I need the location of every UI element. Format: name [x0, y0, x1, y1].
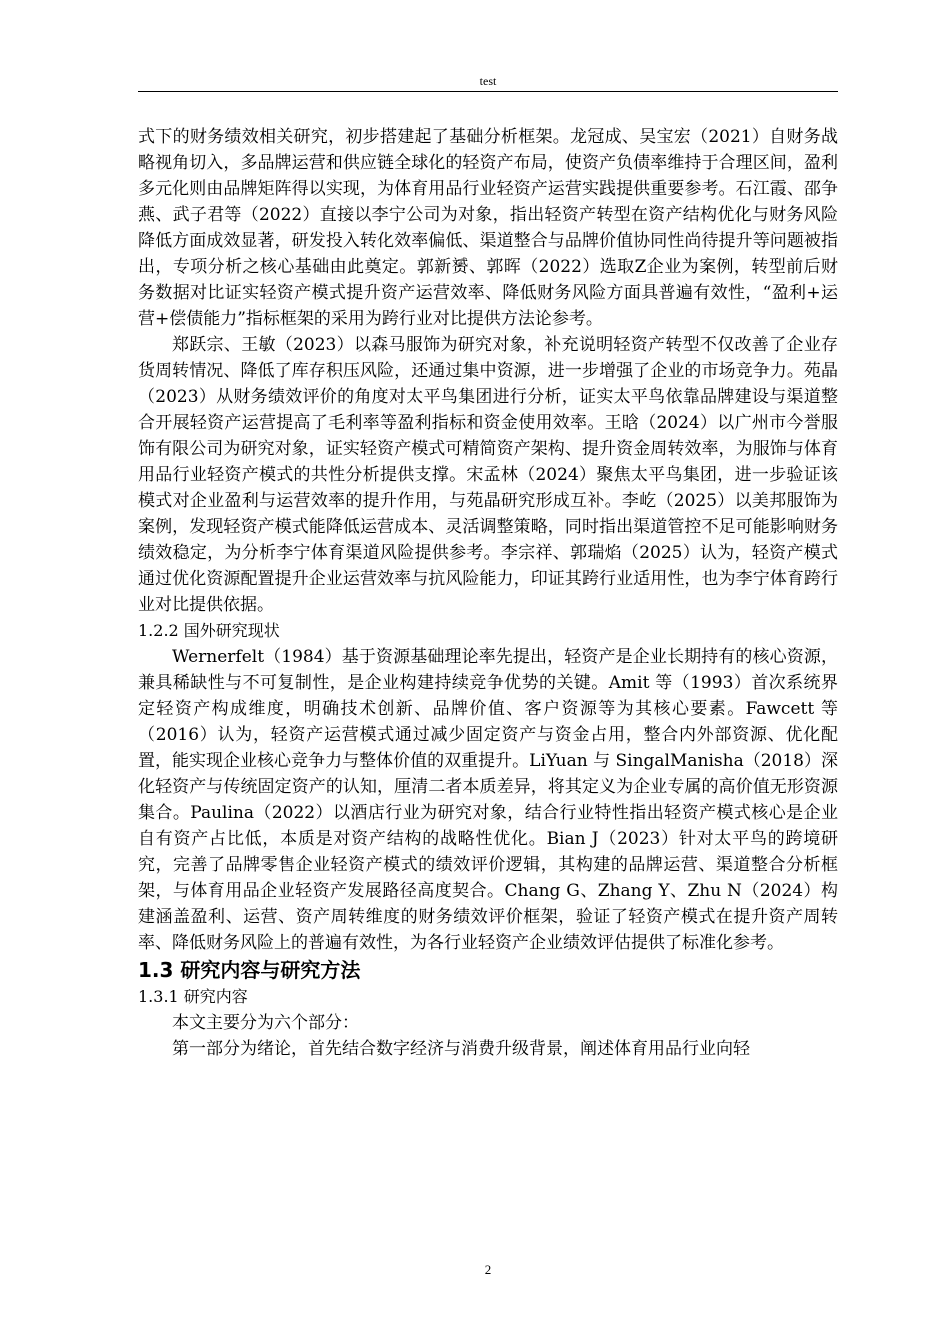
section-heading-1-2-2: 1.2.2 国外研究现状 — [138, 621, 280, 640]
section-heading-1-3: 1.3 研究内容与研究方法 — [138, 958, 361, 982]
page-number: 2 — [484, 1262, 492, 1277]
paragraph-2: 郑跃宗、王敏（2023）以森马服饰为研究对象，补充说明轻资产转型不仅改善了企业存货周转情况、降低了库存积压风险，还通过集中资源，进一步增强了企业的市场竞争力。苑晶（2023）从财务绩效评价的角度对太平鸟集团进行分析，证实太平鸟依靠品牌建设与渠道整合开展轻资产运营提高了毛利率等盈利指标和资金使用效率。王晗（2024）以广州市今誉服饰有限公司为研究对象，证实轻资产模式可精简资产架构、提升资金周转效率，为服饰与体育用品行业轻资产模式的共性分析提供支撑。宋孟林（2024）聚焦太平鸟集团，进一步验证该模式对企业盈利与运营效率的提升作用，与苑晶研究形成互补。李屹（2025）以美邦服饰为案例，发现轻资产模式能降低运营成本、灵活调整策略，同时指出渠道管控不足可能影响财务绩效稳定，为分析李宁体育渠道风险提供参考。李宗祥、郭瑞焰（2025）认为，轻资产模式通过优化资源配置提升企业运营效率与抗风险能力，印证其跨行业适用性，也为李宁体育跨行业对比提供依据。 — [138, 335, 838, 615]
page-header: test — [479, 74, 497, 88]
document-body — [138, 124, 838, 1062]
paragraph-5: 第一部分为绪论，首先结合数字经济与消费升级背景，阐述体育用品行业向轻 — [172, 1039, 750, 1059]
paragraph-1: 式下的财务绩效相关研究，初步搭建起了基础分析框架。龙冠成、吴宝宏（2021）自财务战略视角切入，多品牌运营和供应链全球化的轻资产布局，使资产负债率维持于合理区间，盈利多元化则由品牌矩阵得以实现，为体育用品行业轻资产运营实践提供重要参考。石江霞、邵争燕、武子君等（2022）直接以李宁公司为对象，指出轻资产转型在资产结构优化与财务风险降低方面成效显著，研发投入转化效率偏低、渠道整合与品牌价值协同性尚待提升等问题被指出，专项分析之核心基础由此奠定。郭新赟、郭晖（2022）选取Z企业为案例，转型前后财务数据对比证实轻资产模式提升资产运营效率、降低财务风险方面具普遍有效性，“盈利+运营+偿债能力”指标框架的采用为跨行业对比提供方法论参考。 — [138, 127, 838, 329]
paragraph-4: 本文主要分为六个部分： — [172, 1013, 359, 1033]
header-divider — [138, 91, 838, 92]
section-heading-1-3-1: 1.3.1 研究内容 — [138, 987, 248, 1006]
paragraph-3: Wernerfelt（1984）基于资源基础理论率先提出，轻资产是企业长期持有的核心资源，兼具稀缺性与不可复制性，是企业构建持续竞争优势的关键。Amit 等（1993）首次系统界定轻资产构成维度，明确技术创新、品牌价值、客户资源等为其核心要素。Fawcett 等（2016）认为，轻资产运营模式通过减少固定资产与资金占用，整合内外部资源、优化配置，能实现企业核心竞争力与整体价值的双重提升。LiYuan 与 SingalManisha（2018）深化轻资产与传统固定资产的认知，厘清二者本质差异，将其定义为企业专属的高价值无形资源集合。Paulina（2022）以酒店行业为研究对象，结合行业特性指出轻资产模式核心是企业自有资产占比低，本质是对资产结构的战略性优化。Bian J（2023）针对太平鸟的跨境研究，完善了品牌零售企业轻资产模式的绩效评价逻辑，其构建的品牌运营、渠道整合分析框架，与体育用品企业轻资产发展路径高度契合。Chang G、Zhang Y、Zhu N（2024）构建涵盖盈利、运营、资产周转维度的财务绩效评价框架，验证了轻资产模式在提升资产周转率、降低财务风险上的普遍有效性，为各行业轻资产企业绩效评估提供了标准化参考。 — [138, 647, 838, 953]
